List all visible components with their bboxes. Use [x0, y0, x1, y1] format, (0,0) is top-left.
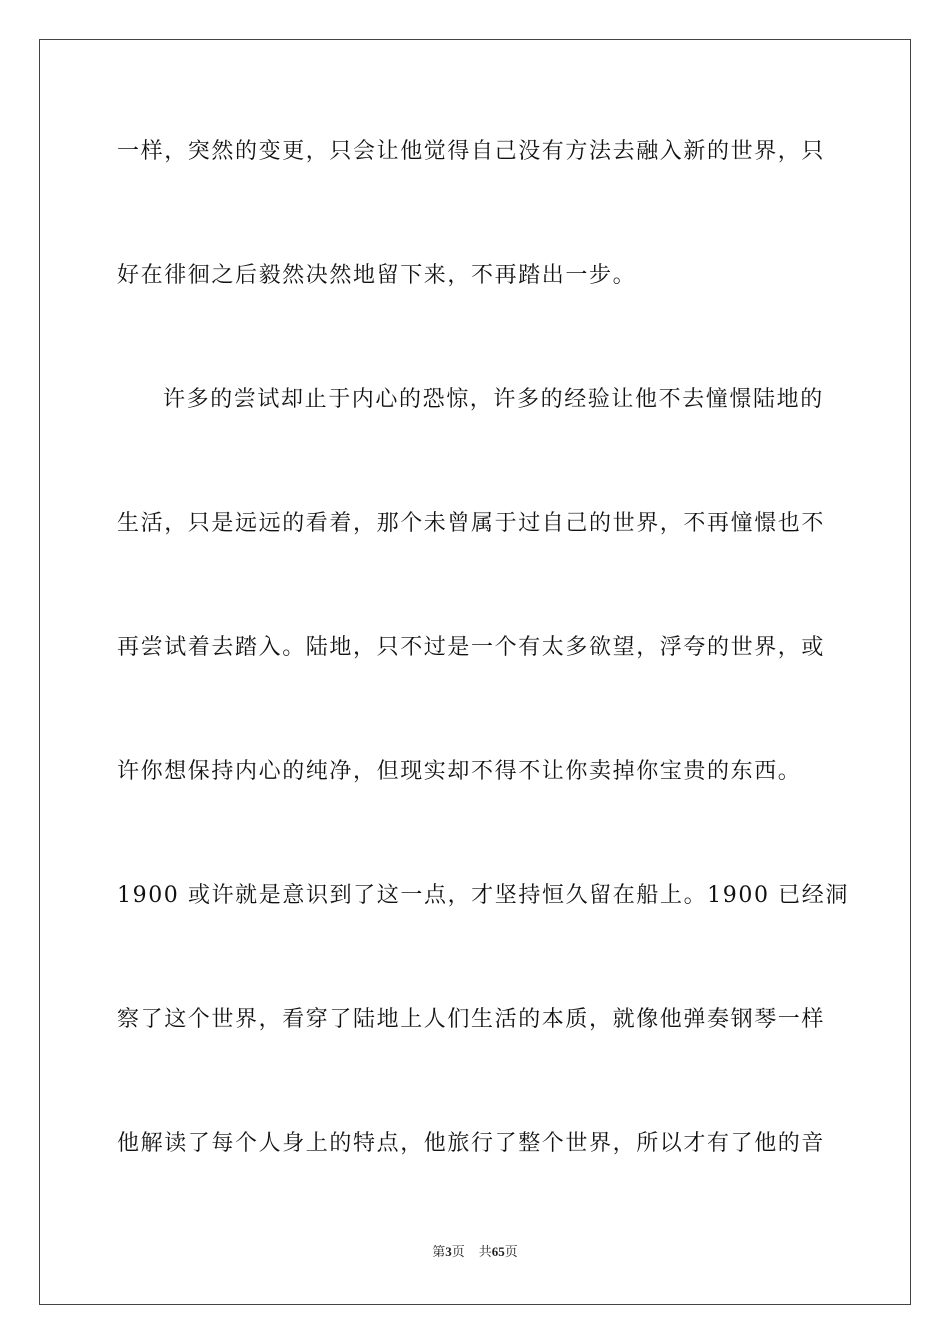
- text-line-5: 再尝试着去踏入。陆地，只不过是一个有太多欲望，浮夸的世界，或: [117, 635, 826, 660]
- page-footer: [0, 1244, 950, 1261]
- page-number: 3: [445, 1244, 452, 1259]
- text-line-4: 生活，只是远远的看着，那个未曾属于过自己的世界，不再憧憬也不: [117, 511, 826, 536]
- text-line-8: 察了这个世界，看穿了陆地上人们生活的本质，就像他弹奏钢琴一样: [117, 1007, 826, 1032]
- total-pages: 65: [491, 1244, 505, 1259]
- text-line-3: 许多的尝试却止于内心的恐惊，许多的经验让他不去憧憬陆地的: [163, 387, 824, 412]
- text-line-7: 1900 或许就是意识到了这一点，才坚持恒久留在船上。1900 已经洞: [117, 883, 849, 908]
- text-line-6: 许你想保持内心的纯净，但现实却不得不让你卖掉你宝贵的东西。: [117, 759, 802, 784]
- text-line-2: 好在徘徊之后毅然决然地留下来，不再踏出一步。: [117, 263, 637, 288]
- page-border: [39, 39, 911, 1305]
- text-line-1: 一样，突然的变更，只会让他觉得自己没有方法去融入新的世界，只: [117, 139, 826, 164]
- total-suffix: 页: [504, 1245, 518, 1260]
- text-line-9: 他解读了每个人身上的特点，他旅行了整个世界，所以才有了他的音: [117, 1131, 826, 1156]
- page-suffix: 页: [451, 1245, 465, 1260]
- total-prefix: 共: [478, 1245, 492, 1260]
- page-prefix: 第: [432, 1245, 446, 1260]
